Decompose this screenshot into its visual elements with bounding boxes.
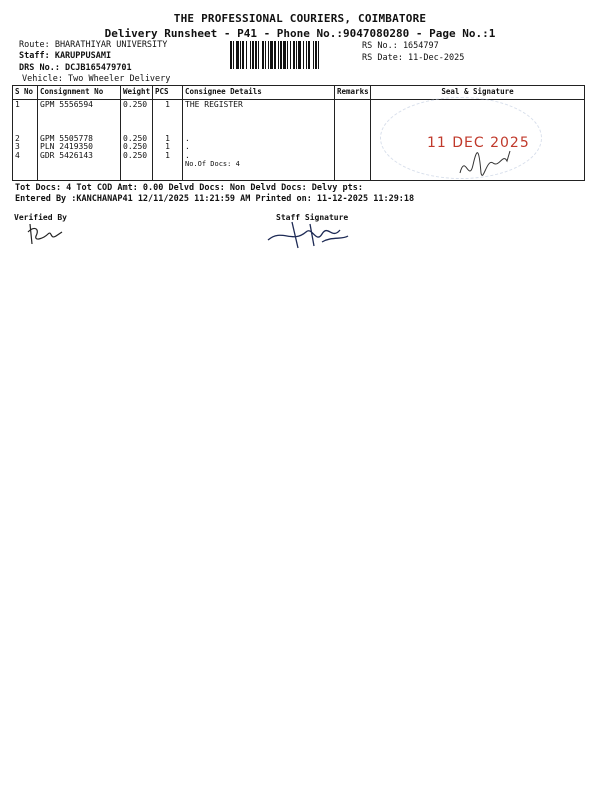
pcs-value: 1	[165, 150, 170, 160]
table-row: 3	[15, 142, 20, 151]
consignee-details: .	[185, 150, 190, 160]
seal-signature-scribble	[455, 143, 515, 188]
consignment-number: GPM 5505778	[40, 133, 93, 143]
weight-value: 0.250	[123, 100, 148, 109]
col-header-weight: Weight	[121, 86, 153, 100]
no-of-docs: No.Of Docs: 4	[185, 160, 240, 168]
pcs-cell	[155, 101, 180, 160]
barcode-bar	[319, 41, 321, 69]
stamp-date: 11 DEC 2025	[427, 135, 530, 151]
consignment-number: GPM 5556594	[40, 100, 93, 109]
table-header-row	[13, 86, 585, 100]
totals-line: Tot Docs: 4 Tot COD Amt: 0.00 Delvd Docs: Non Delvd Docs: Delvy pts:	[15, 183, 363, 193]
col-header-consignment: Consignment No	[38, 86, 121, 100]
consignee-details: .	[185, 142, 190, 151]
col-header-remarks: Remarks	[335, 86, 371, 100]
pcs-value: 1	[165, 100, 170, 109]
weight-cell	[123, 101, 150, 160]
drs-number: DRS No.: DCJB165479701	[19, 63, 132, 73]
col-header-pcs: PCS	[153, 86, 183, 100]
consignment-number: PLN 2419350	[40, 142, 93, 151]
pcs-value: 1	[165, 142, 170, 151]
consignment-cell	[40, 101, 118, 160]
consignment-number: GDR 5426143	[40, 150, 93, 160]
sno-cell	[15, 101, 35, 160]
table-row: 1	[15, 100, 20, 109]
consignee-details: THE REGISTER	[185, 100, 243, 109]
vehicle-label: Vehicle: Two Wheeler Delivery	[22, 74, 171, 84]
col-header-consignee: Consignee Details	[183, 86, 335, 100]
pcs-value: 1	[165, 133, 170, 143]
staff-label: Staff: KARUPPUSAMI	[19, 51, 112, 61]
verified-signature	[22, 220, 72, 248]
verified-by-label: Verified By	[14, 213, 67, 222]
consignee-details: .	[185, 133, 190, 143]
entered-by-line: Entered By :KANCHANAP41 12/11/2025 11:21:59 AM Printed on: 11-12-2025 11:29:18	[15, 194, 415, 204]
staff-signature-label: Staff Signature	[276, 213, 349, 222]
rs-number: RS No.: 1654797	[362, 41, 439, 51]
staff-signature	[262, 218, 352, 250]
weight-value: 0.250	[123, 133, 148, 143]
consignee-cell	[185, 101, 332, 169]
weight-value: 0.250	[123, 150, 148, 160]
runsheet-subtitle: Delivery Runsheet - P41 - Phone No.:9047080280 - Page No.:1	[104, 27, 496, 40]
table-row: 4	[15, 150, 20, 160]
weight-value: 0.250	[123, 142, 148, 151]
col-header-sno: S No	[13, 86, 38, 100]
table-row: 2	[15, 133, 20, 143]
rs-date: RS Date: 11-Dec-2025	[362, 53, 465, 63]
barcode-image	[230, 41, 358, 69]
company-title: THE PROFESSIONAL COURIERS, COIMBATORE	[173, 12, 427, 25]
remarks-cell	[335, 100, 371, 181]
col-header-seal: Seal & Signature	[371, 86, 585, 100]
route-label: Route: BHARATHIYAR UNIVERSITY	[19, 40, 168, 50]
